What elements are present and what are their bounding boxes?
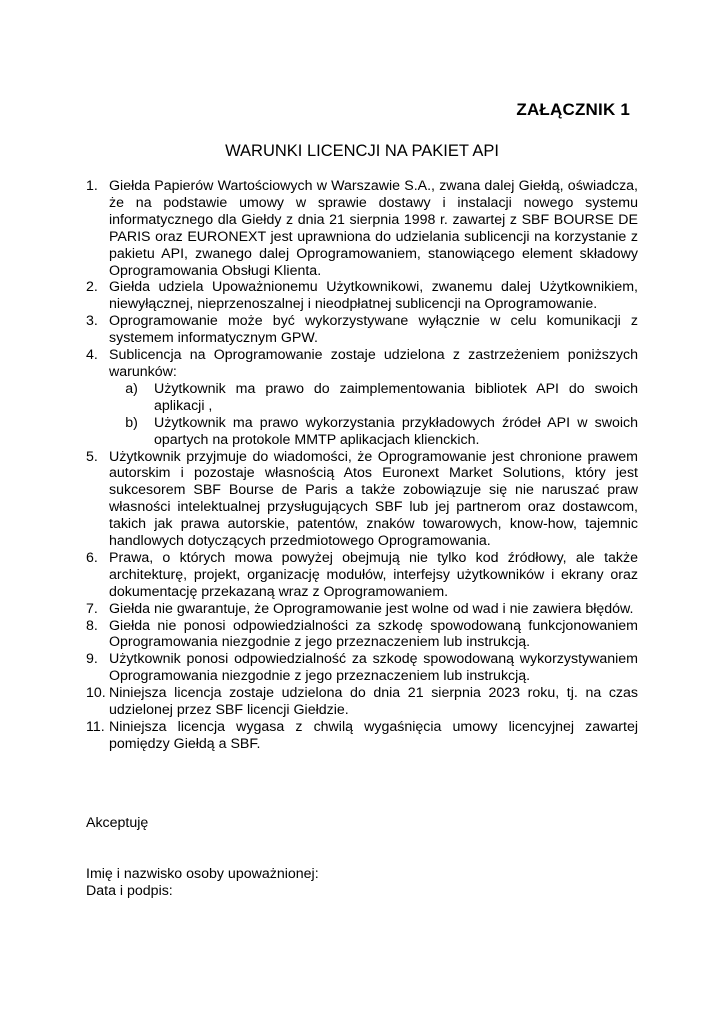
term-item (86, 313, 638, 347)
signature-block (86, 866, 319, 900)
term-number: 6. (86, 549, 98, 566)
term-item (86, 449, 638, 550)
term-text: Giełda nie gwarantuje, że Oprogramowanie jest wolne od wad i nie zawiera błędów. (109, 600, 634, 617)
term-text: Prawa, o których mowa powyżej obejmują nie tylko kod źródłowy, ale także architekturę, projekt, organizację modułów, interfejsy użytkowników i ekrany oraz dokumentację przekazaną wraz z Oprogramowaniem. (109, 549, 638, 600)
sub-condition-item (109, 415, 638, 449)
term-number: 9. (86, 651, 98, 668)
sub-condition-label: b) (125, 414, 138, 431)
sub-condition-text: Użytkownik ma prawo wykorzystania przykładowych źródeł API w swoich opartych na protokole MMTP aplikacjach klienckich. (154, 414, 638, 448)
term-text: Niniejsza licencja zostaje udzielona do dnia 21 sierpnia 2023 roku, tj. na czas udzielonej przez SBF licencji Giełdzie. (109, 685, 638, 719)
term-number: 11. (86, 719, 105, 735)
authorized-person-name-label: Imię i nazwisko osoby upoważnionej: (86, 866, 319, 882)
sub-condition-label: a) (125, 380, 138, 397)
sub-condition-item (109, 381, 638, 415)
term-item (86, 651, 638, 685)
term-item (86, 178, 638, 279)
term-number: 2. (86, 279, 98, 296)
license-terms-list (86, 178, 638, 753)
term-text: Giełda nie ponosi odpowiedzialności za szkodę spowodowaną funkcjonowaniem Oprogramowania niezgodnie z jego przeznaczeniem lub instrukcją. (109, 617, 638, 651)
term-text: Giełda udziela Upoważnionemu Użytkownikowi, zwanemu dalej Użytkownikiem, niewyłącznej, nieprzenoszalnej i nieodpłatnej sublicencji na Oprogramowanie. (109, 279, 638, 313)
date-signature-label: Data i podpis: (86, 883, 173, 899)
term-number: 4. (86, 347, 98, 364)
term-text: Giełda Papierów Wartościowych w Warszawie S.A., zwana dalej Giełdą, oświadcza, że na podstawie umowy w sprawie dostawy i instalacji nowego systemu informatycznego dla Giełdy z dnia 21 sierpnia 1998 r. zawartej z SBF BOURSE DE PARIS oraz EURONEXT jest uprawniona do udzielania sublicencji na korzystanie z pakietu API, zwanego dalej Oprogramowaniem, stanowiącego element składowy Oprogramowania Obsługi Klienta. (109, 178, 638, 279)
term-text: Użytkownik ponosi odpowiedzialność za szkodę spowodowaną wykorzystywaniem Oprogramowania niezgodnie z jego przeznaczeniem lub instrukcją. (109, 651, 638, 685)
term-number: 3. (86, 313, 98, 330)
term-number: 5. (86, 448, 98, 465)
sub-condition-text: Użytkownik ma prawo do zaimplementowania bibliotek API do swoich aplikacji , (154, 380, 638, 414)
term-item (86, 279, 638, 313)
term-text: Oprogramowanie może być wykorzystywane wyłącznie w celu komunikacji z systemem informatycznym GPW. (109, 313, 638, 347)
term-text: Użytkownik przyjmuje do wiadomości, że Oprogramowanie jest chronione prawem autorskim i pozostaje własnością Atos Euronext Market Solutions, który jest sukcesorem SBF Bourse de Paris a także zobowiązuje się nie naruszać praw własności intelektualnej przysługujących SBF lub jej partnerom oraz dostawcom, takich jak prawa autorskie, patentów, znaków towarowych, know-how, tajemnic handlowych dotyczących przedmiotowego Oprogramowania. (109, 448, 638, 550)
term-text: Sublicencja na Oprogramowanie zostaje udzielona z zastrzeżeniem poniższych warunków: (109, 347, 638, 380)
term-item (86, 601, 638, 618)
term-item (86, 685, 638, 719)
term-number: 10. (86, 685, 106, 702)
term-number: 7. (86, 600, 98, 617)
term-item (86, 347, 638, 448)
term-number: 8. (86, 617, 98, 634)
sub-conditions-list (109, 381, 638, 449)
term-number: 1. (86, 178, 98, 194)
term-item (86, 719, 638, 753)
term-text: Niniejsza licencja wygasa z chwilą wygaśnięcia umowy licencyjnej zawartej pomiędzy Giełdą a SBF. (109, 719, 638, 752)
page-title: WARUNKI LICENCJI NA PAKIET API (225, 142, 499, 160)
accept-label: Akceptuję (86, 815, 149, 831)
term-item (86, 550, 638, 601)
annex-label: ZAŁĄCZNIK 1 (516, 100, 630, 119)
term-item (86, 618, 638, 652)
